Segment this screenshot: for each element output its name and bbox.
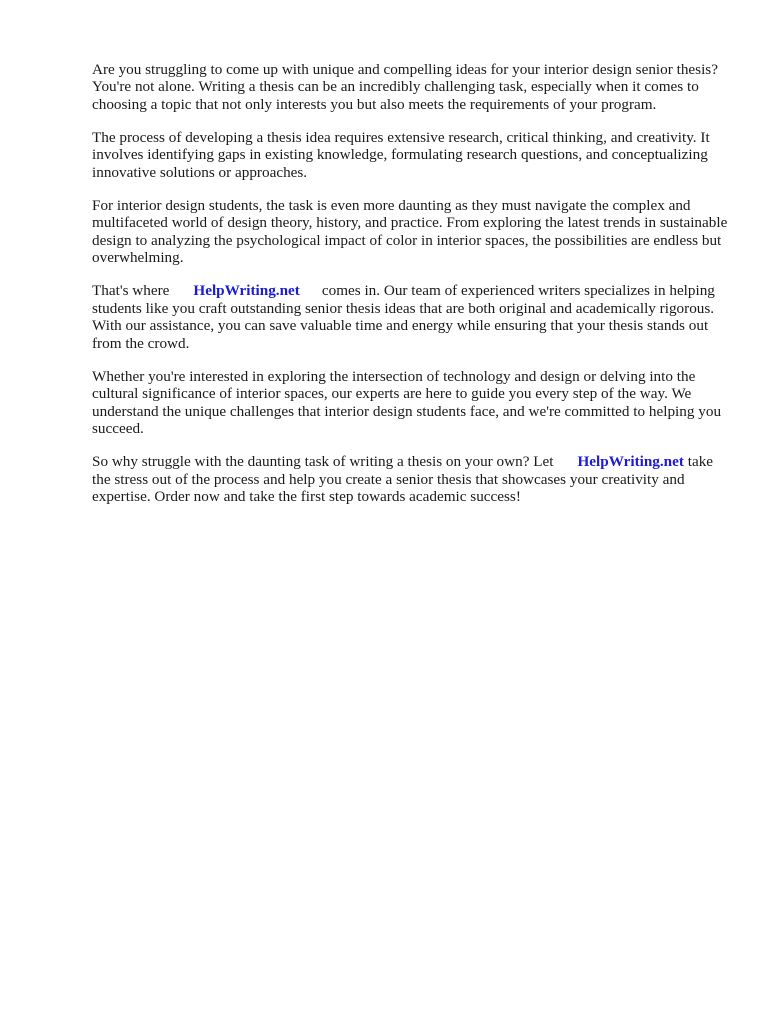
paragraph-interior-design-students: For interior design students, the task is even more daunting as they must navigate the complex and multifaceted world of design theory, history, and practice. From exploring the latest trends in sustainable design to analyzing the psychological impact of color in interior spaces, the possibilities are endless but overwhelming. xyxy=(92,197,728,267)
text-before-link: So why struggle with the daunting task of writing a thesis on your own? Let xyxy=(92,453,554,471)
text-before-link: That's where xyxy=(92,282,170,300)
paragraph-intro: Are you struggling to come up with unique and compelling ideas for your interior design senior thesis? You're not alone. Writing a thesis can be an incredibly challenging task, especially when it comes to choosing a topic that not only interests you but also meets the requirements of your program. xyxy=(92,61,718,113)
paragraph-process: The process of developing a thesis idea requires extensive research, critical thinking, and creativity. It involves identifying gaps in existing knowledge, formulating research questions, and conceptualizing innovative solutions or approaches. xyxy=(92,129,710,181)
paragraph-experts: Whether you're interested in exploring the intersection of technology and design or delving into the cultural significance of interior spaces, our experts are here to guide you every step of the way. We understand the unique challenges that interior design students face, and we're committed to helping you succeed. xyxy=(92,367,722,438)
document-body xyxy=(92,61,732,521)
helpwriting-link-cta[interactable]: HelpWriting.net xyxy=(577,453,684,471)
text-after-link: comes in. Our team of experienced writers specializes in helping students like you craft outstanding senior thesis ideas that are both original and academically rigorous. With our assistance, you can save valuable time and energy while ensuring that your thesis stands out from the crowd. xyxy=(92,282,715,352)
helpwriting-link[interactable]: HelpWriting.net xyxy=(193,282,300,300)
paragraph-helpwriting-intro xyxy=(92,282,732,352)
paragraph-call-to-action xyxy=(92,453,732,505)
text-after-link: take the stress out of the process and help you create a senior thesis that showcases your creativity and expertise. Order now and take the first step towards academic success! xyxy=(92,453,714,506)
